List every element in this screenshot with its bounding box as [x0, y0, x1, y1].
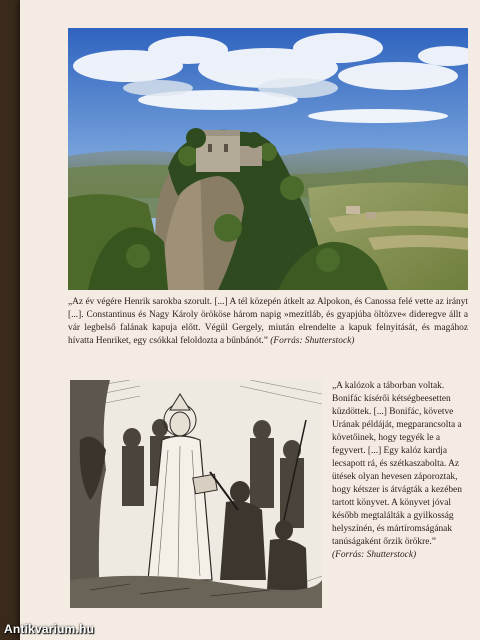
caption-canossa — [68, 296, 468, 348]
book-page — [20, 0, 480, 640]
photo-canossa-castle — [68, 28, 468, 290]
caption-canossa-text: „Az év végére Henrik sarokba szorult. [...] A tél közepén átkelt az Alpokon, és Canossa felé vette az irányt [...]. Constantinus és Nagy Károly örököse három napig »mezítláb, és gyapjúba öltözve« dideregve állt a vár legbelső falának kapuja előtt. Végül Gergely, miután elrendelte a kapuk felnyitását, és magához hívatta Henriket, egy csókkal feloldozta a bűnbánót.” — [68, 297, 468, 346]
engraving-martyrdom-of-boniface — [70, 380, 322, 608]
caption-boniface-text: „A kalózok a táborban voltak. Bonifác kísérői kétségbeesetten küzdöttek. [...] Bonifác, követve Urának példáját, megparancsolta a követőinek, hogy tegyék le a fegyvert. [...] Egy kalóz kardja lecsapott rá, és szétkaszabolta. Az ütések olyan hevesen záporoztak, hogy kétszer is átvágták a kezében tartott könyvet. A könyvet jóval később megtalálták a gyilkosság helyszínén, és mártíromságának tanúságaként őrzik örökre.” — [332, 381, 462, 547]
castle-landscape-illustration — [68, 28, 468, 290]
caption-boniface — [332, 380, 470, 562]
watermark-logo: Antikvarium.hu — [4, 622, 95, 636]
engraving-illustration — [70, 380, 322, 608]
caption-boniface-source: (Forrás: Shutterstock) — [332, 550, 417, 560]
caption-canossa-source: (Forrás: Shutterstock) — [270, 336, 355, 346]
